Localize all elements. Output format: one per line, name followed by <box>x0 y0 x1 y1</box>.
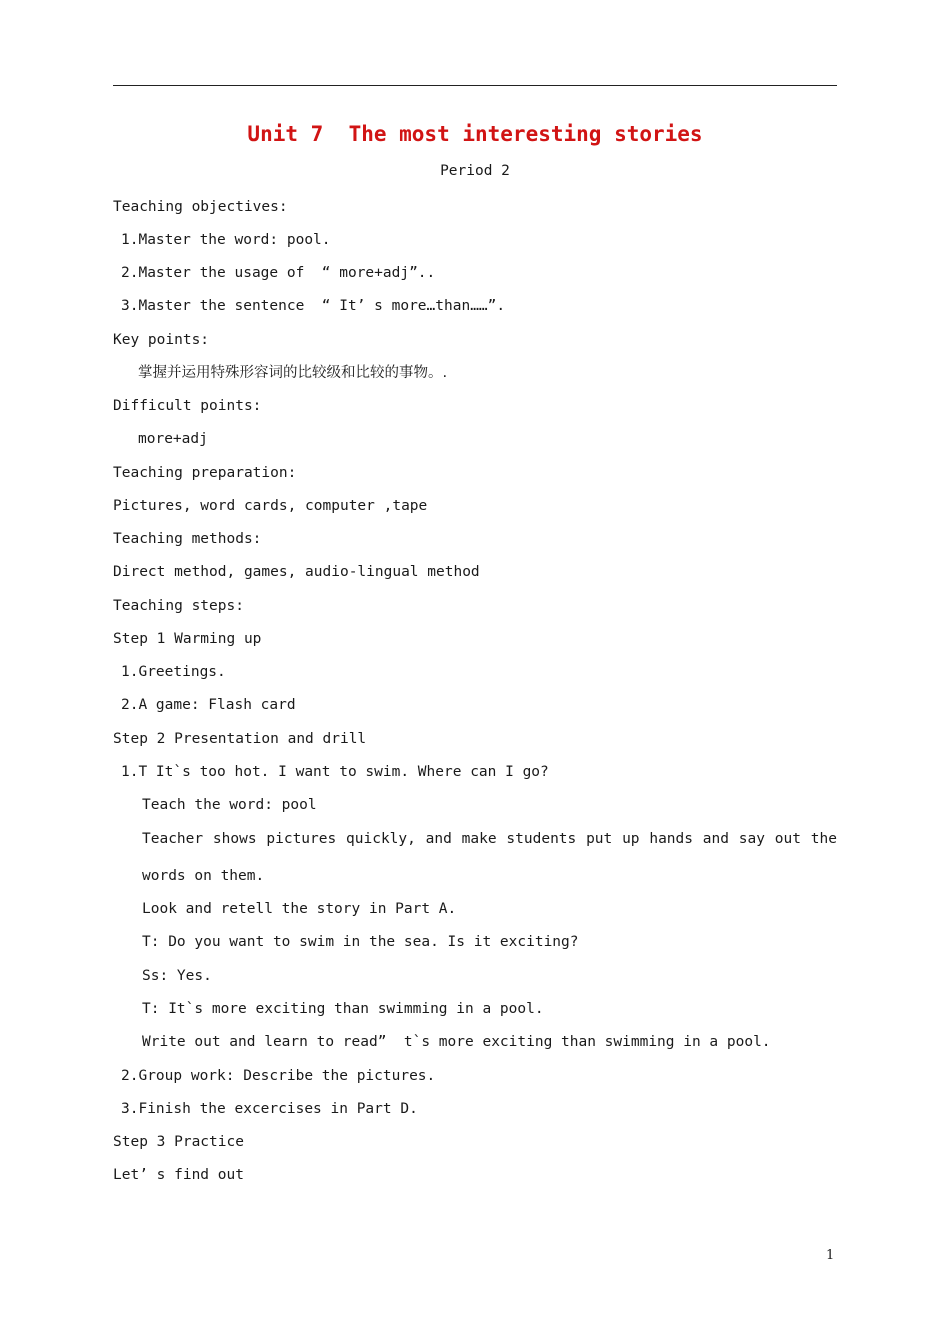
paragraph: T: It`s more exciting than swimming in a pool. <box>142 1001 544 1017</box>
step-heading: Step 2 Presentation and drill <box>113 731 367 747</box>
section-heading: Teaching preparation: <box>113 465 297 481</box>
header-rule <box>113 85 837 86</box>
paragraph: 掌握并运用特殊形容词的比较级和比较的事物。. <box>138 365 448 381</box>
page-number: 1 <box>826 1248 835 1263</box>
step-heading: Step 1 Warming up <box>113 631 262 647</box>
paragraph: Direct method, games, audio-lingual method <box>113 564 480 580</box>
section-heading: Difficult points: <box>113 398 262 414</box>
document-title: Unit 7 The most interesting stories <box>247 122 703 146</box>
paragraph: Look and retell the story in Part A. <box>142 901 457 917</box>
list-item: 3.Master the sentence “ It’ s more…than……”. <box>121 298 506 314</box>
list-item: 2.Master the usage of “ more+adj”.. <box>121 265 436 281</box>
section-heading: Teaching objectives: <box>113 199 288 215</box>
paragraph: Teach the word: pool <box>142 797 317 813</box>
list-item: 1.Master the word: pool. <box>121 232 331 248</box>
list-item: 3.Finish the excercises in Part D. <box>121 1101 418 1117</box>
paragraph: Pictures, word cards, computer ,tape <box>113 498 428 514</box>
section-heading: Teaching methods: <box>113 531 262 547</box>
paragraph: Let’ s find out <box>113 1167 244 1183</box>
list-item: 2.A game: Flash card <box>121 697 296 713</box>
list-item: 1.Greetings. <box>121 664 226 680</box>
list-item: 1.T It`s too hot. I want to swim. Where can I go? <box>121 764 549 780</box>
paragraph: T: Do you want to swim in the sea. Is it exciting? <box>142 934 579 950</box>
paragraph: more+adj <box>138 431 208 447</box>
paragraph: Ss: Yes. <box>142 968 212 984</box>
section-heading: Key points: <box>113 332 210 348</box>
paragraph: words on them. <box>142 868 265 884</box>
paragraph: Write out and learn to read” t`s more exciting than swimming in a pool. <box>142 1034 771 1050</box>
list-item: 2.Group work: Describe the pictures. <box>121 1068 436 1084</box>
step-heading: Step 3 Practice <box>113 1134 244 1150</box>
section-heading: Teaching steps: <box>113 598 244 614</box>
paragraph: Teacher shows pictures quickly, and make students put up hands and say out the <box>142 831 837 847</box>
document-subtitle: Period 2 <box>440 163 510 179</box>
